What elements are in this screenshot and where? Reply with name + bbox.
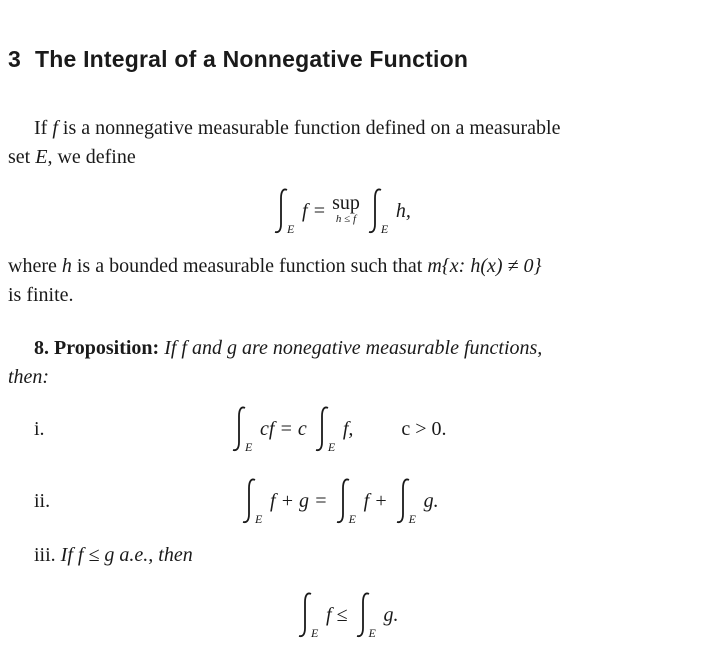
sup-subscript: h ≤ f bbox=[335, 213, 356, 225]
where-text: is a bounded measurable function such that bbox=[71, 255, 428, 277]
where-text: is finite. bbox=[8, 284, 74, 306]
proposition-label: Proposition: bbox=[54, 337, 160, 359]
proposition-number: 8. bbox=[34, 337, 49, 359]
item-ii-part: f + g = bbox=[270, 489, 328, 512]
intro-text: is a nonnegative measurable function defined on a measurable bbox=[57, 117, 561, 139]
section-number: 3 bbox=[8, 46, 21, 72]
intro-var-f: f bbox=[52, 117, 58, 139]
integral-sign bbox=[394, 476, 416, 526]
integral-subscript: E bbox=[368, 626, 376, 640]
proposition-text: If f and g are nonegative measurable functions, bbox=[164, 337, 543, 359]
item-ii-label: ii. bbox=[34, 490, 51, 512]
intro-paragraph bbox=[8, 114, 698, 172]
integral-sign bbox=[366, 186, 388, 236]
section-title: The Integral of a Nonnegative Function bbox=[35, 46, 469, 72]
intro-text: , we define bbox=[47, 146, 136, 168]
item-ii-part: f + bbox=[363, 489, 388, 512]
item-i-label: i. bbox=[34, 418, 45, 440]
where-paragraph bbox=[8, 252, 698, 310]
item-i-formula bbox=[230, 404, 447, 454]
proposition-paragraph bbox=[8, 334, 698, 392]
integral-subscript: E bbox=[311, 626, 319, 640]
integral-sign bbox=[230, 404, 252, 454]
section-heading bbox=[8, 46, 468, 73]
where-set: {x: h(x) ≠ 0} bbox=[441, 255, 542, 277]
integral-sign bbox=[334, 476, 356, 526]
item-i-right: f, bbox=[342, 417, 354, 440]
item-i-left: cf = c bbox=[260, 417, 307, 440]
sup-operator bbox=[332, 192, 360, 227]
intro-text: If bbox=[34, 117, 53, 139]
where-text: where bbox=[8, 255, 62, 277]
sup-text: sup bbox=[332, 192, 360, 214]
integral-sign bbox=[354, 590, 376, 640]
item-iii-number: iii. bbox=[34, 544, 56, 566]
integral-subscript: E bbox=[287, 222, 295, 236]
definition-lhs: f = bbox=[302, 199, 327, 222]
integral-sign bbox=[240, 476, 262, 526]
definition-formula bbox=[272, 186, 411, 236]
integral-subscript: E bbox=[327, 440, 336, 454]
where-var-h: h bbox=[61, 255, 72, 277]
integral-subscript: E bbox=[245, 440, 253, 454]
item-iii-part: f ≤ bbox=[326, 603, 348, 626]
integral-subscript: E bbox=[348, 512, 356, 526]
where-var-m: m bbox=[427, 255, 442, 277]
item-i-condition: c > 0. bbox=[401, 417, 447, 440]
integral-subscript: E bbox=[255, 512, 263, 526]
integral-subscript: E bbox=[380, 222, 389, 236]
item-iii-formula bbox=[296, 590, 399, 640]
proposition-text: then: bbox=[8, 366, 50, 388]
item-iii-part: g. bbox=[383, 603, 399, 626]
item-iii-text: If f ≤ g a.e., then bbox=[60, 544, 193, 566]
item-ii-part: g. bbox=[423, 489, 439, 512]
item-iii-label bbox=[34, 544, 193, 567]
integral-sign bbox=[296, 590, 318, 640]
intro-var-E: E bbox=[35, 146, 48, 168]
integral-sign bbox=[313, 404, 335, 454]
item-ii-formula bbox=[240, 476, 439, 526]
integral-sign bbox=[272, 186, 294, 236]
definition-rhs: h, bbox=[395, 199, 411, 222]
integral-subscript: E bbox=[408, 512, 416, 526]
intro-text: set bbox=[8, 146, 36, 168]
